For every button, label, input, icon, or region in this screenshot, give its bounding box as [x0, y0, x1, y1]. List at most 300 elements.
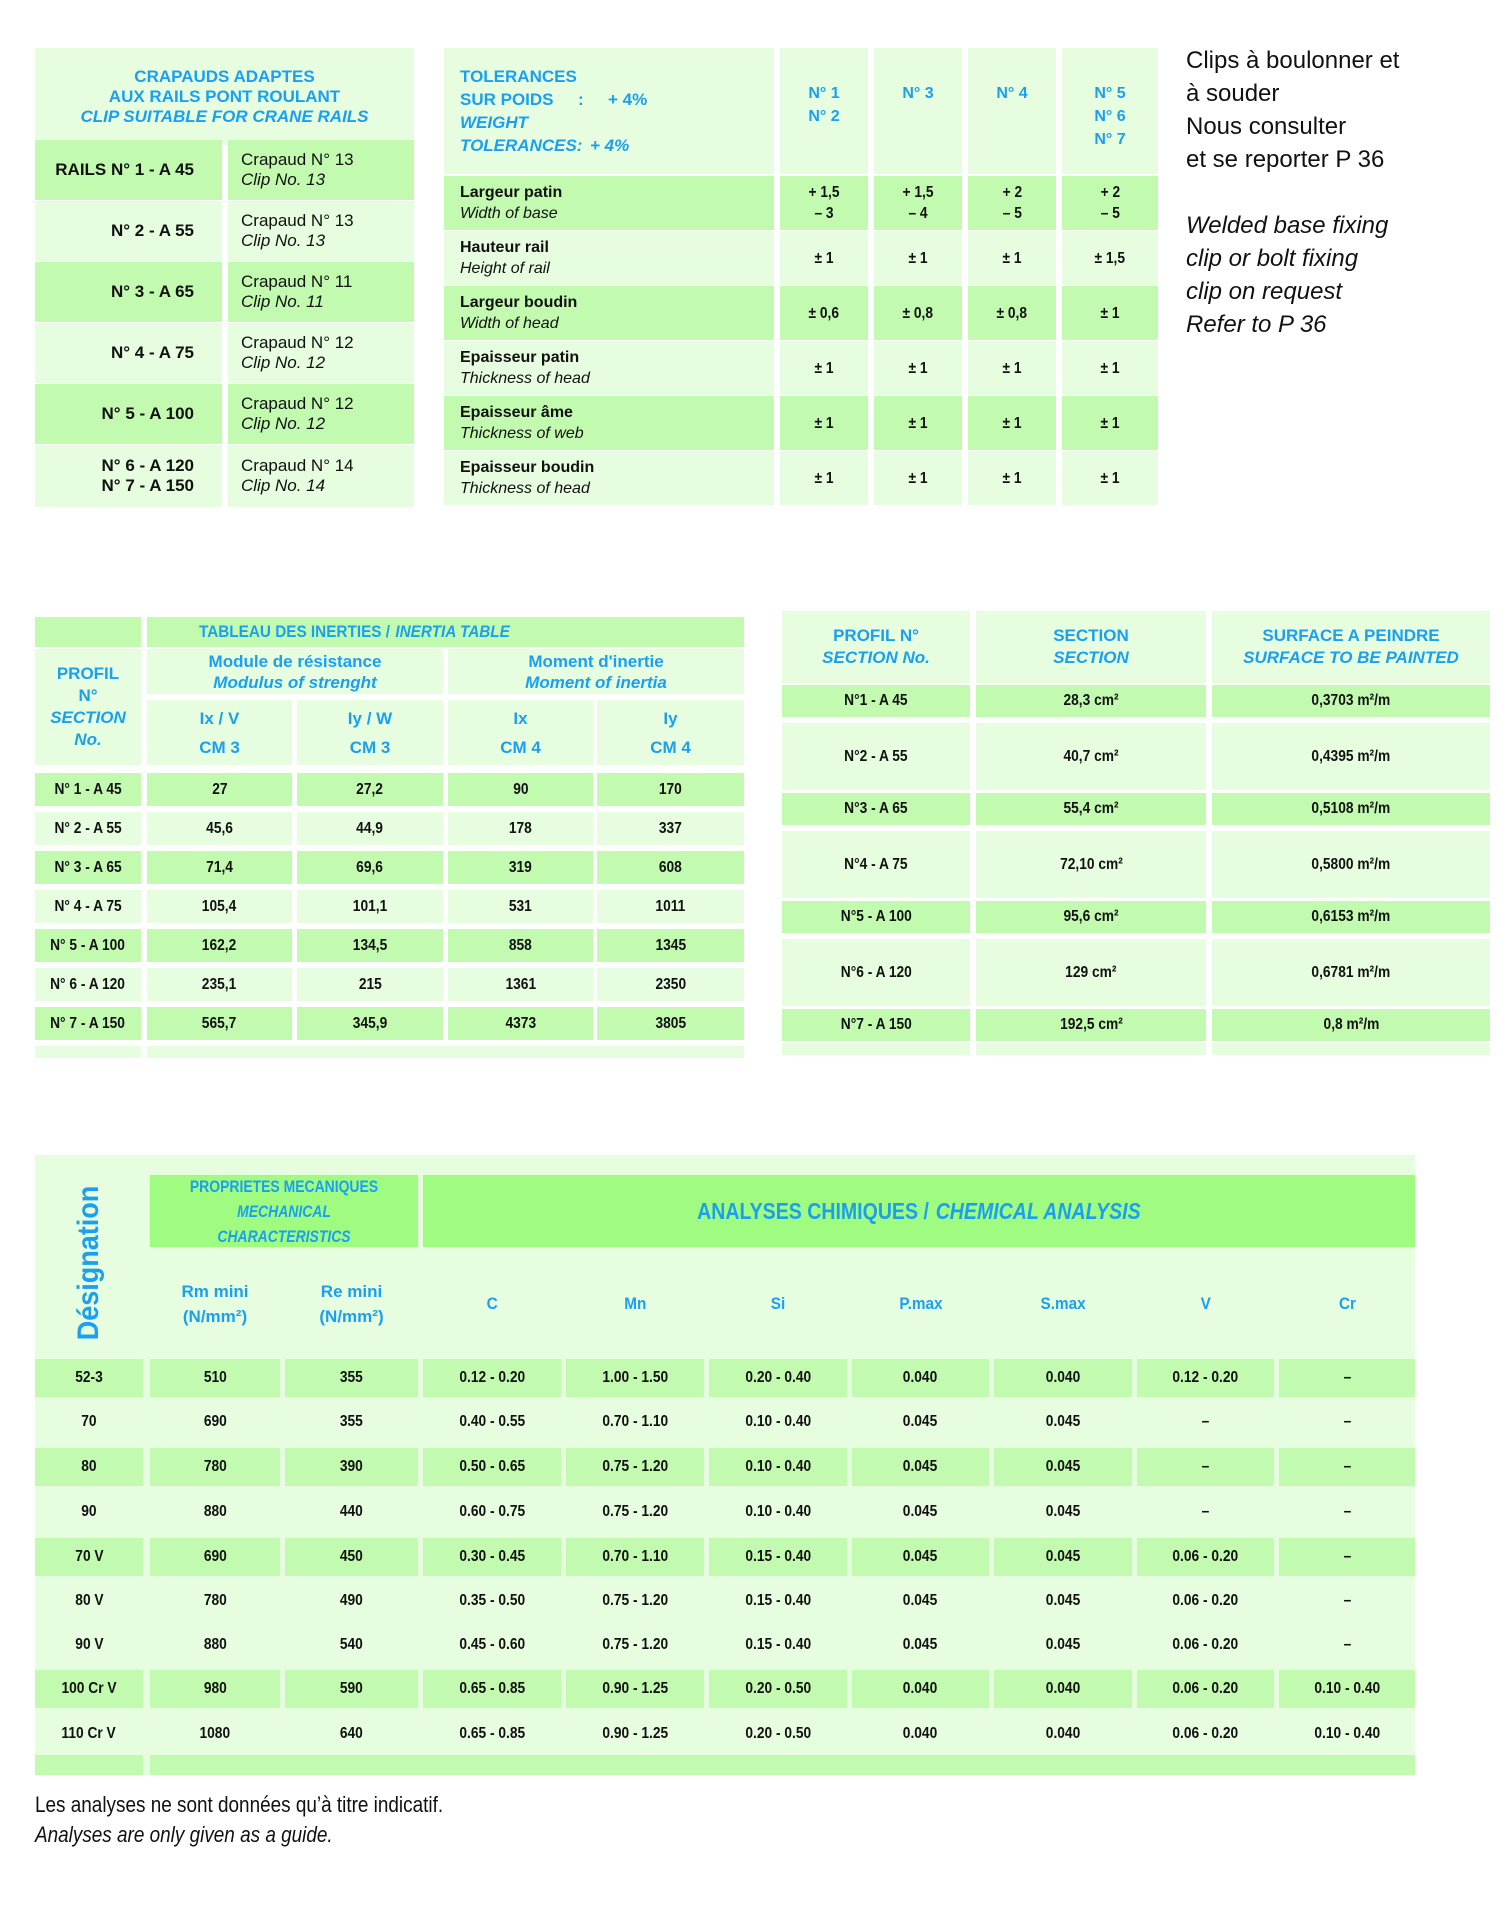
- inertia-value: 531: [509, 897, 532, 915]
- chem-col-header: [852, 1253, 989, 1355]
- chem-row-rm: [150, 1493, 280, 1531]
- inertia-value: 608: [659, 858, 682, 876]
- chem-row-rm: [150, 1670, 280, 1708]
- inertia-value: 2350: [655, 975, 686, 993]
- re-value: 450: [340, 1548, 363, 1565]
- inertia-col-header: [597, 700, 744, 765]
- section-col-header: [782, 611, 970, 683]
- chem-row-designation: [35, 1538, 143, 1576]
- section-cell-surface: [1212, 685, 1490, 717]
- tolerance-value-cell: [1062, 286, 1158, 340]
- chem-row-designation: [35, 1670, 143, 1708]
- inertia-value-cell: [448, 968, 593, 1001]
- tol-value: [908, 358, 927, 379]
- chem-col-header: [423, 1253, 561, 1355]
- inertia-value-cell: [297, 968, 443, 1001]
- section-col-header: [976, 611, 1206, 683]
- chem-value-cell: [423, 1538, 561, 1576]
- inertia-value: 27,2: [356, 780, 384, 798]
- inertia-row-profil: [35, 929, 141, 962]
- footnote-fr-line: [35, 1790, 443, 1820]
- tol-col-line: N° 1: [808, 85, 840, 102]
- tol-value-line: – 5: [1002, 205, 1022, 222]
- chem-row-re: [285, 1670, 418, 1708]
- chem-footer-strip: [150, 1755, 1415, 1775]
- chem-value-cell: [994, 1582, 1132, 1620]
- chem-value-cell: [994, 1359, 1132, 1397]
- re-value: 390: [340, 1458, 363, 1475]
- chem-row-re: [285, 1403, 418, 1441]
- inertia-value: 69,6: [356, 858, 384, 876]
- clip-fr: Crapaud N° 14: [241, 455, 354, 475]
- tol-title-fr-1: TOLERANCES: [460, 67, 577, 86]
- clips-row-clip: [228, 445, 414, 507]
- tol-value: [1002, 358, 1021, 379]
- section-cell-profil: [782, 831, 970, 898]
- chem-value-cell: [566, 1538, 704, 1576]
- mech-col-label: [181, 1279, 248, 1329]
- tol-value: [814, 468, 833, 489]
- chem-value-cell: [1137, 1359, 1274, 1397]
- re-value: 540: [340, 1636, 363, 1653]
- section-cell-section: [976, 1009, 1206, 1041]
- inertia-row-profil: [35, 851, 141, 884]
- tolerance-value-cell: [1062, 451, 1158, 505]
- side-note-en: clip on request: [1186, 278, 1343, 305]
- chem-value-cell: [566, 1582, 704, 1620]
- side-note-en-line: [1186, 242, 1486, 275]
- chem-value-cell: [994, 1626, 1132, 1664]
- chem-value: 0.040: [903, 1369, 938, 1386]
- clips-row-rail: [35, 262, 222, 322]
- chem-value: 0.06 - 0.20: [1172, 1548, 1239, 1565]
- rail-label: [102, 404, 194, 424]
- inertia-value: 162,2: [202, 936, 237, 954]
- chem-row-designation: [35, 1359, 143, 1397]
- chem-value-cell: [994, 1670, 1132, 1708]
- rail-name: N° 6 - A 120: [101, 455, 194, 475]
- inertia-value-cell: [448, 929, 593, 962]
- inertia-value-cell: [297, 773, 443, 806]
- tol-value-line: ± 1: [1002, 414, 1022, 432]
- inertia-value-cell: [597, 890, 744, 923]
- clip-label: [241, 272, 352, 313]
- chem-value: 0.50 - 0.65: [459, 1458, 525, 1475]
- clip-fr: Crapaud N° 12: [241, 393, 354, 413]
- inertia-row-profil: [35, 1007, 141, 1040]
- side-note: [1186, 44, 1486, 341]
- re-value: 490: [340, 1592, 363, 1609]
- clips-row-clip: [228, 140, 414, 200]
- chem-row-rm: [150, 1538, 280, 1576]
- tolerance-value-cell: [1062, 396, 1158, 450]
- chem-value: 0.15 - 0.40: [745, 1592, 811, 1609]
- header-en: SURFACE TO BE PAINTED: [1243, 648, 1459, 667]
- inertia-value-cell: [147, 929, 292, 962]
- inertia-row-profil: [35, 773, 141, 806]
- col-unit: CM 3: [199, 737, 240, 757]
- chem-row-re: [285, 1538, 418, 1576]
- section-cell-section: [976, 685, 1206, 717]
- chem-value: 0.65 - 0.85: [459, 1680, 525, 1697]
- section-cell-profil: [782, 685, 970, 717]
- chem-value: 0.90 - 1.25: [602, 1680, 668, 1697]
- designation-value: 70: [81, 1413, 97, 1430]
- tol-value: [1095, 248, 1126, 269]
- chem-value-cell: [709, 1359, 847, 1397]
- tol-col-label: [996, 82, 1027, 105]
- tol-value: [903, 182, 934, 224]
- section-header-text: [1053, 625, 1129, 669]
- chem-value-cell: [994, 1448, 1132, 1486]
- inertia-row-profil: [35, 890, 141, 923]
- clip-en: Clip No. 14: [241, 476, 326, 495]
- chem-value: 0.90 - 1.25: [602, 1725, 668, 1742]
- re-value: 640: [340, 1725, 363, 1742]
- inertia-value-cell: [147, 851, 292, 884]
- side-note-fr-line: [1186, 143, 1486, 176]
- tol-col-label: [808, 82, 839, 128]
- chem-col-header: [1279, 1253, 1415, 1355]
- chem-value-cell: [852, 1626, 989, 1664]
- chem-value: –: [1343, 1413, 1351, 1430]
- rail-name: N° 4 - A 75: [110, 342, 194, 362]
- tol-value-line: ± 1: [908, 249, 928, 267]
- side-note-en: clip or bolt fixing: [1186, 245, 1359, 272]
- header-fr: SECTION: [1053, 626, 1129, 645]
- chem-value-cell: [994, 1403, 1132, 1441]
- section-value: N°3 - A 65: [844, 800, 908, 817]
- chem-value: 0.40 - 0.55: [459, 1413, 525, 1430]
- section-value: 40,7 cm²: [1063, 747, 1119, 765]
- chem-value: –: [1343, 1458, 1351, 1475]
- inertia-value: 3805: [655, 1014, 686, 1032]
- inertia-value-cell: [297, 812, 443, 845]
- profil-header-text: [50, 663, 126, 751]
- inertia-col-label: [199, 704, 240, 762]
- tolerance-value-cell: [1062, 341, 1158, 395]
- tol-value-line: + 2: [1002, 184, 1022, 201]
- tol-value: [1002, 248, 1021, 269]
- section-value: 129 cm²: [1065, 963, 1117, 981]
- tolerance-value-cell: [780, 176, 868, 230]
- section-value: 0,5108 m²/m: [1311, 800, 1391, 817]
- inertia-value-cell: [448, 1007, 593, 1040]
- chem-col-label: Si: [770, 1294, 786, 1313]
- tol-col-label: [902, 82, 933, 105]
- tol-value-line: + 1,5: [808, 184, 840, 201]
- re-value: 355: [340, 1369, 363, 1386]
- chem-value-cell: [852, 1538, 989, 1576]
- chem-value: 0.70 - 1.10: [602, 1548, 668, 1565]
- chem-value-cell: [1279, 1448, 1415, 1486]
- inertia-value: 27: [211, 780, 228, 798]
- chem-value-cell: [566, 1626, 704, 1664]
- tolerance-value-cell: [780, 286, 868, 340]
- chem-value-cell: [566, 1359, 704, 1397]
- section-footer-strip: [976, 1043, 1206, 1055]
- tol-label-en: Width of base: [460, 205, 558, 222]
- tol-value: [1100, 182, 1120, 224]
- tol-value: [1002, 468, 1021, 489]
- tol-line: [460, 88, 647, 111]
- tolerances-title: [460, 65, 647, 157]
- rail-name: N° 2 - A 55: [110, 220, 194, 240]
- inertia-col-header: [448, 700, 593, 765]
- tolerance-value-cell: [874, 231, 962, 285]
- chem-value: 0.06 - 0.20: [1172, 1636, 1239, 1653]
- chem-col-label: Cr: [1338, 1294, 1356, 1313]
- inertia-value: 345,9: [352, 1014, 388, 1032]
- chem-value-cell: [1279, 1626, 1415, 1664]
- tol-label: [460, 292, 577, 334]
- inertia-value: 565,7: [202, 1014, 237, 1032]
- chem-value-cell: [1137, 1670, 1274, 1708]
- tolerances-col-header: [1062, 48, 1158, 174]
- chem-value: 0.75 - 1.20: [602, 1458, 668, 1475]
- tolerance-value-cell: [874, 176, 962, 230]
- clips-title-fr-2: AUX RAILS PONT ROULANT: [108, 86, 341, 106]
- chem-value: 0.045: [1045, 1503, 1081, 1520]
- tolerance-value-cell: [780, 341, 868, 395]
- chem-row-rm: [150, 1715, 280, 1753]
- chem-value: 0.040: [1045, 1725, 1081, 1742]
- chem-value-cell: [1137, 1448, 1274, 1486]
- chem-value-cell: [423, 1582, 561, 1620]
- chem-value: 0.045: [903, 1592, 938, 1609]
- chem-value: 0.30 - 0.45: [459, 1548, 525, 1565]
- chem-value-cell: [709, 1715, 847, 1753]
- mech-title-en: MECHANICAL CHARACTERISTICS: [217, 1201, 351, 1246]
- tol-value-line: ± 1: [814, 359, 834, 377]
- tol-value-line: + 1,5: [902, 184, 934, 201]
- chem-value: 0.06 - 0.20: [1172, 1680, 1239, 1697]
- section-cell-profil: [782, 723, 970, 790]
- section-value: N°7 - A 150: [840, 1016, 912, 1033]
- section-cell-section: [976, 901, 1206, 933]
- rm-value: 880: [203, 1636, 227, 1653]
- tol-value: [997, 303, 1028, 324]
- clip-label: [241, 150, 354, 191]
- inertia-title-text: [199, 622, 510, 642]
- clips-row-clip: [228, 201, 414, 261]
- section-value: 72,10 cm²: [1059, 855, 1123, 873]
- clips-row-clip: [228, 323, 414, 383]
- chem-value-cell: [423, 1403, 561, 1441]
- rm-value: 980: [203, 1680, 227, 1697]
- inertia-value: 337: [659, 819, 682, 837]
- tol-col-line: N° 5: [1094, 85, 1126, 102]
- rail-label: [55, 160, 194, 180]
- footnote: [35, 1790, 443, 1850]
- tol-value-line: ± 0,6: [808, 304, 840, 322]
- inertia-footer-strip: [147, 1046, 744, 1058]
- profil-h-3: SECTION: [50, 708, 126, 727]
- inertia-value: 71,4: [206, 858, 233, 876]
- inertia-value: 858: [509, 936, 532, 954]
- section-cell-surface: [1212, 1009, 1490, 1041]
- profil-label: N° 1 - A 45: [54, 780, 122, 798]
- section-value: 0,3703 m²/m: [1311, 692, 1391, 709]
- inertia-value-cell: [297, 890, 443, 923]
- tolerances-row-label: [444, 451, 774, 505]
- chem-value-cell: [709, 1403, 847, 1441]
- chem-value: 0.65 - 0.85: [459, 1725, 525, 1742]
- inertia-value: 4373: [505, 1014, 536, 1032]
- chem-col-label: V: [1200, 1294, 1211, 1313]
- chem-row-designation: [35, 1493, 143, 1531]
- chem-value-cell: [1137, 1403, 1274, 1441]
- chem-value-cell: [1279, 1403, 1415, 1441]
- group2-fr: Moment d'inertie: [528, 651, 664, 671]
- inertia-value-cell: [297, 1007, 443, 1040]
- tol-label-fr: Largeur boudin: [460, 294, 578, 311]
- re-value: 590: [340, 1680, 363, 1697]
- clip-en: Clip No. 13: [241, 170, 326, 189]
- inertia-row-profil: [35, 812, 141, 845]
- designation-value: 70 V: [74, 1548, 104, 1565]
- chem-value-cell: [994, 1538, 1132, 1576]
- chem-value-cell: [1137, 1715, 1274, 1753]
- inertia-value-cell: [448, 812, 593, 845]
- chem-value-cell: [709, 1538, 847, 1576]
- inertia-value-cell: [597, 1007, 744, 1040]
- inertia-value-cell: [597, 929, 744, 962]
- section-value: 0,4395 m²/m: [1311, 747, 1391, 765]
- chem-value-cell: [423, 1670, 561, 1708]
- chem-row-re: [285, 1359, 418, 1397]
- clips-row-clip: [228, 262, 414, 322]
- inertia-col-label: [348, 704, 392, 762]
- mechanical-title: [174, 1174, 394, 1249]
- chem-value: 0.45 - 0.60: [459, 1636, 525, 1653]
- header-en: SECTION: [1053, 648, 1129, 667]
- chem-value: –: [1201, 1413, 1210, 1430]
- section-cell-surface: [1212, 793, 1490, 825]
- inertia-title-en: INERTIA TABLE: [395, 622, 510, 641]
- chem-value: 0.10 - 0.40: [745, 1458, 811, 1475]
- side-note-en: Welded base fixing: [1186, 212, 1389, 239]
- tol-label-en: Thickness of web: [460, 425, 584, 442]
- inertia-value-cell: [448, 851, 593, 884]
- clips-row-rail: [35, 384, 222, 444]
- chemical-title: [697, 1198, 1140, 1225]
- chem-value-cell: [852, 1715, 989, 1753]
- section-cell-profil: [782, 901, 970, 933]
- tolerance-value-cell: [874, 286, 962, 340]
- tolerance-value-cell: [874, 451, 962, 505]
- tol-col-line: N° 7: [1094, 131, 1126, 148]
- tolerances-col-header: [968, 48, 1056, 174]
- side-note-spacer: [1186, 176, 1486, 209]
- inertia-value-cell: [147, 812, 292, 845]
- inertia-value: 105,4: [202, 897, 237, 915]
- side-note-fr: à souder: [1186, 80, 1280, 107]
- section-cell-section: [976, 831, 1206, 898]
- section-cell-profil: [782, 793, 970, 825]
- inertia-value-cell: [597, 851, 744, 884]
- tol-label-fr: Hauteur rail: [460, 239, 549, 256]
- chem-value: 0.75 - 1.20: [602, 1636, 668, 1653]
- clips-row-clip: [228, 384, 414, 444]
- col-unit: CM 4: [500, 737, 541, 757]
- tolerances-row-label: [444, 341, 774, 395]
- chem-value-cell: [709, 1626, 847, 1664]
- tol-col-label: [1094, 82, 1125, 151]
- re-value: 355: [340, 1413, 363, 1430]
- chem-value-cell: [1137, 1582, 1274, 1620]
- clip-fr: Crapaud N° 12: [241, 332, 354, 352]
- tol-col-line: N° 6: [1094, 108, 1126, 125]
- chem-value-cell: [852, 1359, 989, 1397]
- section-footer-strip: [1212, 1043, 1490, 1055]
- rail-name: N° 3 - A 65: [110, 281, 194, 301]
- inertia-value-cell: [448, 773, 593, 806]
- side-note-fr: Clips à boulonner et: [1186, 47, 1400, 74]
- clip-fr: Crapaud N° 13: [241, 149, 354, 169]
- chem-value: –: [1343, 1548, 1351, 1565]
- inertia-row-profil: [35, 968, 141, 1001]
- section-header-text: [1243, 625, 1459, 669]
- tol-label-fr: Largeur patin: [460, 184, 563, 201]
- tolerance-value-cell: [1062, 231, 1158, 285]
- clip-fr: Crapaud N° 11: [241, 271, 353, 291]
- col-unit: CM 3: [349, 737, 391, 757]
- chem-value-cell: [1279, 1359, 1415, 1397]
- section-footer-strip: [782, 1043, 970, 1055]
- tol-value-line: + 2: [1100, 184, 1120, 201]
- group-modulus-text: [209, 651, 382, 693]
- designation-label: Désignation: [72, 1185, 105, 1340]
- chem-value: 0.040: [1045, 1369, 1081, 1386]
- chem-value: –: [1201, 1503, 1210, 1520]
- tol-value: [814, 358, 833, 379]
- designation-value: 100 Cr V: [61, 1680, 117, 1697]
- chem-row-designation: [35, 1448, 143, 1486]
- tol-value-line: ± 1: [1002, 469, 1022, 487]
- group-moment-text: [525, 651, 667, 693]
- clip-label: [241, 211, 354, 252]
- profil-label: N° 3 - A 65: [54, 858, 122, 876]
- chem-row-re: [285, 1626, 418, 1664]
- chem-value: 0.10 - 0.40: [745, 1413, 811, 1430]
- section-header-text: [822, 625, 930, 669]
- clip-fr: Crapaud N° 13: [241, 210, 354, 230]
- chem-value: 0.20 - 0.50: [745, 1725, 811, 1742]
- section-value: 0,6153 m²/m: [1311, 908, 1391, 925]
- inertia-value: 90: [512, 780, 529, 798]
- tol-line: [460, 65, 647, 88]
- chem-value-cell: [1279, 1670, 1415, 1708]
- tolerance-value-cell: [968, 341, 1056, 395]
- chem-value: 0.10 - 0.40: [745, 1503, 811, 1520]
- chem-value-cell: [1279, 1715, 1415, 1753]
- tol-value-line: ± 1: [814, 469, 834, 487]
- tol-en-value: + 4%: [590, 136, 630, 155]
- col-name: Iy: [663, 708, 678, 728]
- tol-value: [1100, 468, 1119, 489]
- inertia-col-label: [500, 704, 541, 762]
- chem-row-rm: [150, 1582, 280, 1620]
- chem-col-label: S.max: [1040, 1294, 1086, 1313]
- chem-row-rm: [150, 1626, 280, 1664]
- chem-value: 1.00 - 1.50: [602, 1369, 668, 1386]
- inertia-title: [147, 617, 744, 647]
- col-name: Iy / W: [347, 708, 393, 728]
- chem-value: 0.20 - 0.50: [745, 1680, 811, 1697]
- inertia-col-header: [147, 700, 292, 765]
- tol-label-fr: Epaisseur boudin: [460, 459, 595, 476]
